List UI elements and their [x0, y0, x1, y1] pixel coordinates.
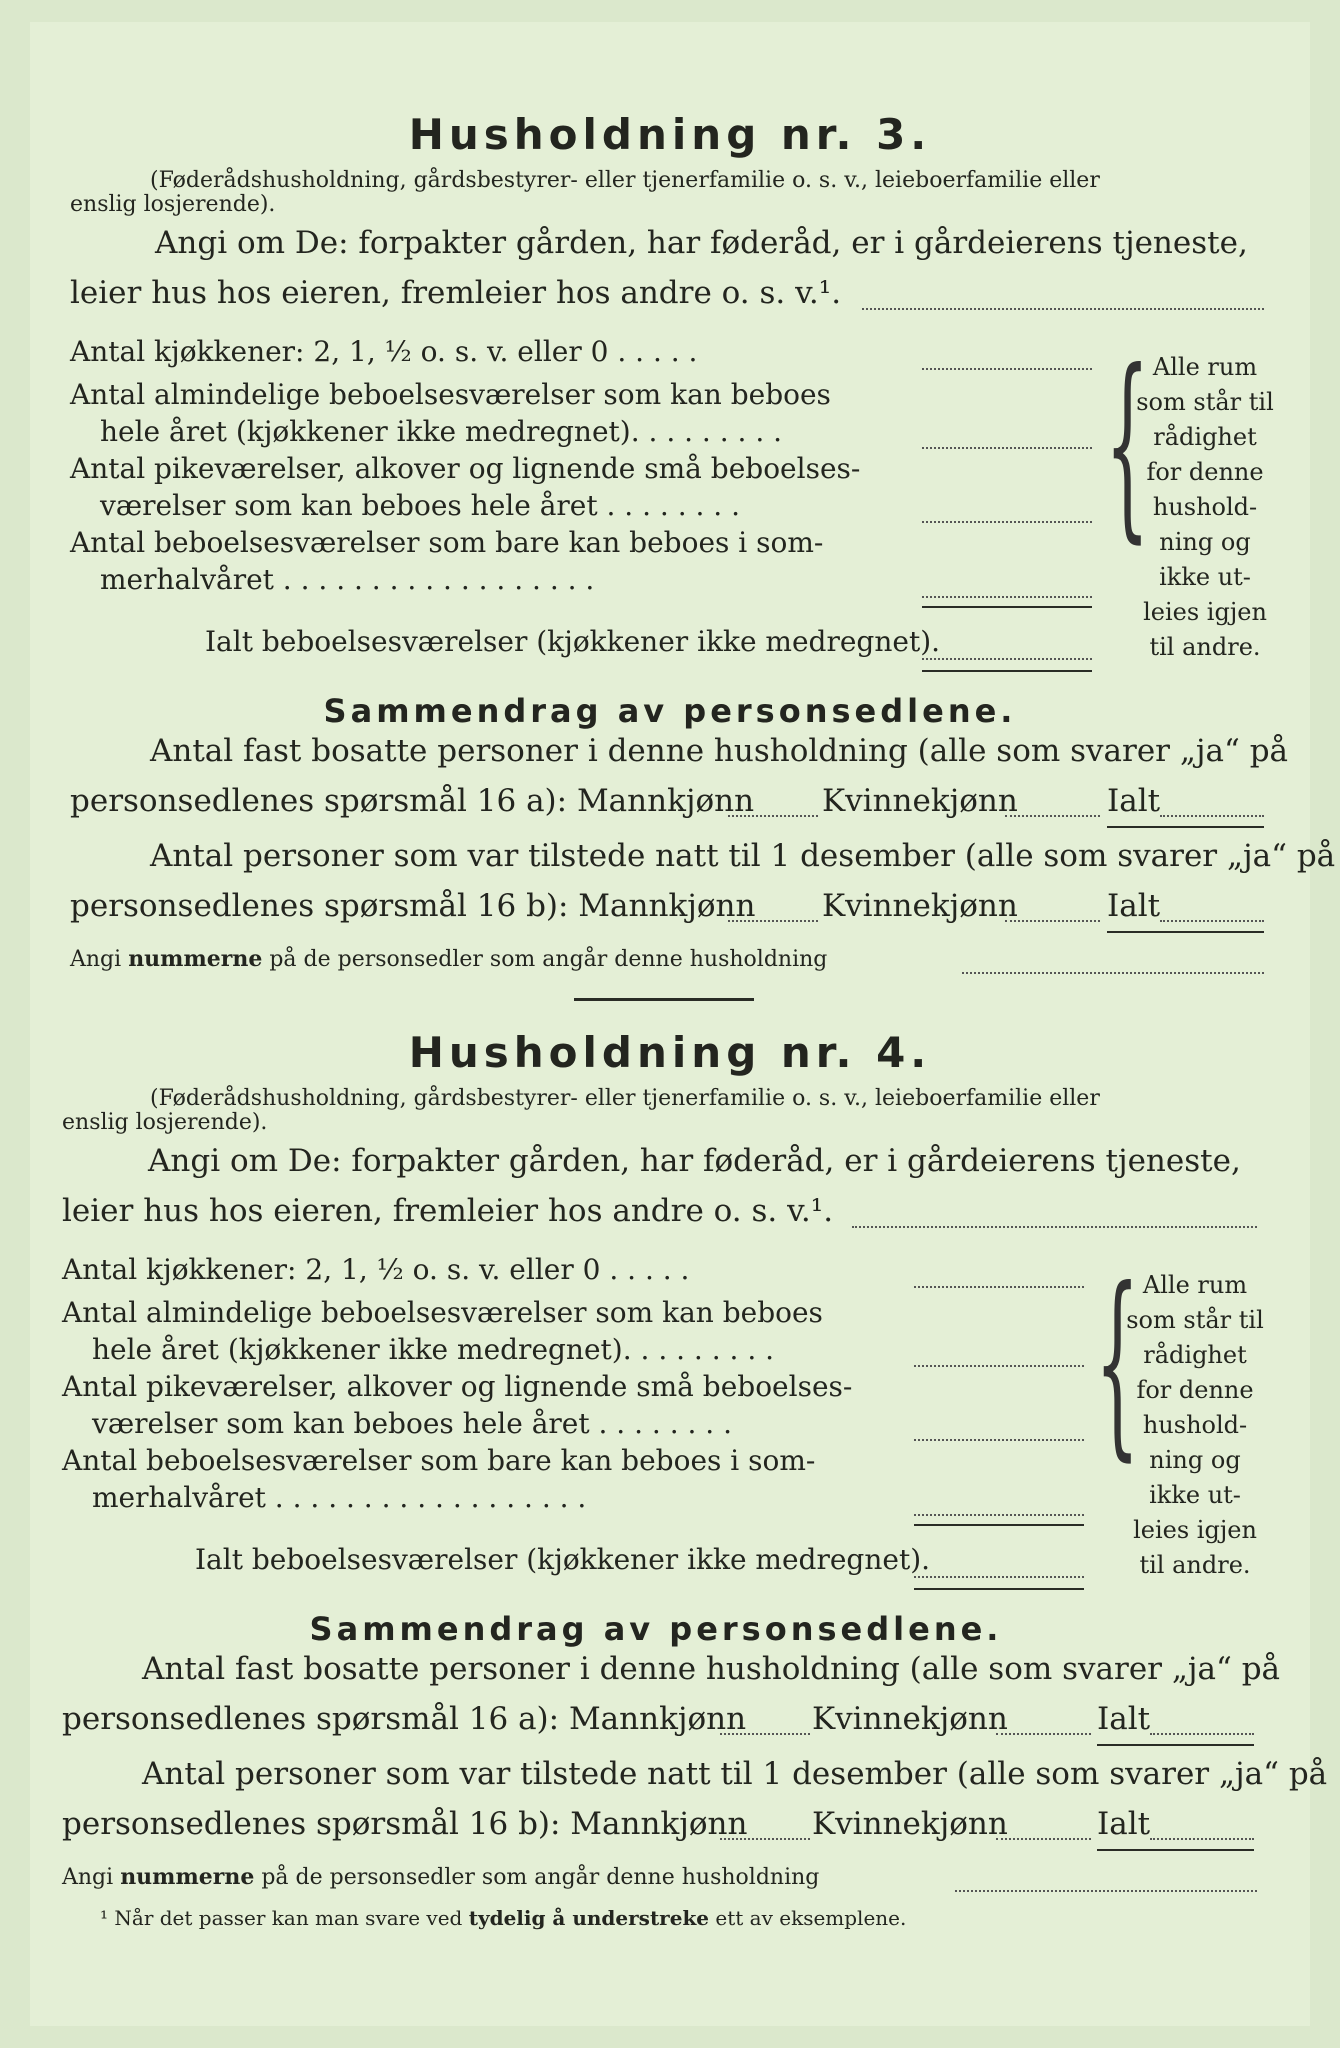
- rooms-b-field[interactable]: [922, 521, 1092, 523]
- angi-line2: leier hus hos eieren, fremleier hos andre o. s. v.¹.: [62, 1193, 834, 1229]
- angi-nummerne-rest: på de personsedler som angår denne husholdning: [261, 1865, 820, 1890]
- tilstede-male-field[interactable]: [720, 1838, 810, 1840]
- kitchens-field[interactable]: [922, 368, 1092, 370]
- brace-note-line: Alle rum: [1152, 353, 1258, 381]
- fast-female-field[interactable]: [1005, 815, 1100, 817]
- rooms-a-line2: hele året (kjøkkener ikke medregnet). . . . . . . . .: [100, 415, 783, 448]
- angi-line2: leier hus hos eieren, fremleier hos andre o. s. v.¹.: [70, 275, 842, 311]
- angi-nummerne-line: [70, 946, 827, 972]
- fast-male-field[interactable]: [728, 815, 818, 817]
- total-rooms-field[interactable]: [922, 658, 1092, 660]
- household-title: Husholdning nr. 4.: [408, 1028, 932, 1077]
- tilstede-total-rule: [1097, 1849, 1254, 1851]
- fast-female-field[interactable]: [996, 1733, 1091, 1735]
- fast-total-field[interactable]: [1160, 815, 1264, 817]
- rooms-b-field[interactable]: [914, 1439, 1084, 1441]
- tilstede-total-label: Ialt: [1107, 888, 1161, 924]
- tilstede-female-label: Kvinnekjønn: [822, 888, 1018, 924]
- brace-note-line: ning og: [1159, 528, 1251, 556]
- tilstede-total-rule: [1107, 931, 1264, 933]
- total-rule: [922, 670, 1092, 672]
- fast-total-label: Ialt: [1097, 1701, 1151, 1737]
- angi-nummerne-bold: nummerne: [120, 1864, 255, 1890]
- tilstede-line1: Antal personer som var tilstede natt til 1 desember (alle som svarer „ja“ på: [150, 838, 1336, 874]
- fast-total-rule: [1097, 1744, 1254, 1746]
- brace-note: [1120, 1268, 1270, 1583]
- paren-note-line1: (Føderådshusholdning, gårdsbestyrer- eller tjenerfamilie o. s. v., leieboerfamilie eller: [150, 168, 1100, 193]
- footnote-text-bold: tydelig å understreke: [468, 1906, 710, 1930]
- paren-note-line2: enslig losjerende).: [70, 192, 276, 217]
- fast-line2: personsedlenes spørsmål 16 a): Mannkjønn: [70, 783, 755, 819]
- tilstede-male-field[interactable]: [728, 920, 818, 922]
- person-numbers-field[interactable]: [962, 972, 1264, 974]
- rooms-c-line2: merhalvåret . . . . . . . . . . . . . . . . . .: [100, 563, 595, 596]
- rooms-a-line1: Antal almindelige beboelsesværelser som kan beboes: [62, 1296, 823, 1329]
- total-rooms-label: Ialt beboelsesværelser (kjøkkener ikke medregnet).: [195, 1543, 931, 1576]
- rooms-c-field[interactable]: [922, 596, 1092, 598]
- rooms-c-line2: merhalvåret . . . . . . . . . . . . . . . . . .: [92, 1481, 587, 1514]
- tilstede-female-label: Kvinnekjønn: [812, 1806, 1008, 1842]
- brace-note-line: Alle rum: [1142, 1271, 1248, 1299]
- subtotal-rule: [914, 1524, 1084, 1526]
- total-rooms-label: Ialt beboelsesværelser (kjøkkener ikke medregnet).: [205, 625, 941, 658]
- living-arrangement-field[interactable]: [862, 308, 1264, 310]
- tilstede-line2: personsedlenes spørsmål 16 b): Mannkjønn: [62, 1806, 748, 1842]
- angi-nummerne-prefix: Angi: [62, 1865, 114, 1890]
- rooms-b-line2: værelser som kan beboes hele året . . . . . . . .: [92, 1407, 732, 1440]
- rooms-a-field[interactable]: [914, 1365, 1084, 1367]
- footnote-mark: ¹: [100, 1906, 109, 1930]
- summary-title: Sammendrag av personsedlene.: [309, 1610, 1003, 1648]
- brace-note: [1130, 350, 1280, 665]
- fast-line2: personsedlenes spørsmål 16 a): Mannkjønn: [62, 1701, 747, 1737]
- footnote: [100, 1906, 906, 1930]
- brace-note-line: ikke ut-: [1159, 563, 1251, 591]
- subtotal-rule: [922, 606, 1092, 608]
- tilstede-total-label: Ialt: [1097, 1806, 1151, 1842]
- brace-icon: {: [1105, 328, 1150, 561]
- rooms-c-line1: Antal beboelsesværelser som bare kan beboes i som-: [62, 1444, 816, 1477]
- angi-nummerne-line: [62, 1864, 819, 1890]
- fast-line1: Antal fast bosatte personer i denne husholdning (alle som svarer „ja“ på: [150, 733, 1289, 769]
- brace-note-line: for denne: [1136, 1376, 1254, 1404]
- tilstede-line2: personsedlenes spørsmål 16 b): Mannkjønn: [70, 888, 756, 924]
- total-rule: [914, 1588, 1084, 1590]
- brace-icon: {: [1095, 1246, 1140, 1479]
- rooms-a-line2: hele året (kjøkkener ikke medregnet). . . . . . . . .: [92, 1333, 775, 1366]
- kitchens-field[interactable]: [914, 1286, 1084, 1288]
- section-divider: [574, 998, 754, 1001]
- angi-nummerne-prefix: Angi: [70, 947, 122, 972]
- brace-note-line: som står til: [1136, 388, 1274, 416]
- tilstede-female-field[interactable]: [1005, 920, 1100, 922]
- footnote-text-a: Når det passer kan man svare ved: [114, 1906, 463, 1930]
- fast-total-label: Ialt: [1107, 783, 1161, 819]
- fast-total-rule: [1107, 826, 1264, 828]
- angi-nummerne-bold: nummerne: [128, 946, 263, 972]
- brace-note-line: rådighet: [1143, 1341, 1247, 1369]
- brace-note-line: til andre.: [1149, 633, 1261, 661]
- rooms-c-line1: Antal beboelsesværelser som bare kan beboes i som-: [70, 526, 824, 559]
- rooms-c-field[interactable]: [914, 1514, 1084, 1516]
- rooms-a-field[interactable]: [922, 447, 1092, 449]
- fast-line1: Antal fast bosatte personer i denne husholdning (alle som svarer „ja“ på: [142, 1651, 1281, 1687]
- brace-note-line: hushold-: [1152, 493, 1258, 521]
- fast-male-field[interactable]: [720, 1733, 810, 1735]
- living-arrangement-field[interactable]: [852, 1226, 1257, 1228]
- kitchens-label: Antal kjøkkener: 2, 1, ½ o. s. v. eller 0 . . . . .: [62, 1253, 690, 1286]
- fast-female-label: Kvinnekjønn: [822, 783, 1018, 819]
- fast-total-field[interactable]: [1150, 1733, 1254, 1735]
- household-title: Husholdning nr. 3.: [408, 110, 932, 159]
- brace-note-line: som står til: [1126, 1306, 1264, 1334]
- angi-line1: Angi om De: forpakter gården, har føderåd, er i gårdeierens tjeneste,: [155, 225, 1248, 261]
- angi-nummerne-rest: på de personsedler som angår denne husholdning: [269, 947, 828, 972]
- kitchens-label: Antal kjøkkener: 2, 1, ½ o. s. v. eller 0 . . . . .: [70, 335, 698, 368]
- angi-line1: Angi om De: forpakter gården, har føderåd, er i gårdeierens tjeneste,: [148, 1143, 1241, 1179]
- brace-note-line: for denne: [1146, 458, 1264, 486]
- tilstede-total-field[interactable]: [1150, 1838, 1254, 1840]
- brace-note-line: til andre.: [1139, 1551, 1251, 1579]
- tilstede-total-field[interactable]: [1160, 920, 1264, 922]
- rooms-b-line1: Antal pikeværelser, alkover og lignende små beboelses-: [70, 452, 861, 485]
- brace-note-line: ikke ut-: [1149, 1481, 1241, 1509]
- rooms-b-line1: Antal pikeværelser, alkover og lignende små beboelses-: [62, 1370, 853, 1403]
- tilstede-line1: Antal personer som var tilstede natt til 1 desember (alle som svarer „ja“ på: [142, 1756, 1328, 1792]
- tilstede-female-field[interactable]: [996, 1838, 1091, 1840]
- footnote-text-b: ett av eksemplene.: [715, 1906, 907, 1930]
- total-rooms-field[interactable]: [914, 1576, 1084, 1578]
- brace-note-line: rådighet: [1153, 423, 1257, 451]
- fast-female-label: Kvinnekjønn: [812, 1701, 1008, 1737]
- summary-title: Sammendrag av personsedlene.: [323, 692, 1017, 730]
- rooms-b-line2: værelser som kan beboes hele året . . . . . . . .: [100, 489, 740, 522]
- brace-note-line: hushold-: [1142, 1411, 1248, 1439]
- person-numbers-field[interactable]: [955, 1890, 1257, 1892]
- brace-note-line: leies igjen: [1133, 1516, 1257, 1544]
- paren-note-line1: (Føderådshusholdning, gårdsbestyrer- eller tjenerfamilie o. s. v., leieboerfamilie eller: [150, 1086, 1100, 1111]
- brace-note-line: leies igjen: [1143, 598, 1267, 626]
- paren-note-line2: enslig losjerende).: [62, 1110, 268, 1135]
- rooms-a-line1: Antal almindelige beboelsesværelser som kan beboes: [70, 378, 831, 411]
- brace-note-line: ning og: [1149, 1446, 1241, 1474]
